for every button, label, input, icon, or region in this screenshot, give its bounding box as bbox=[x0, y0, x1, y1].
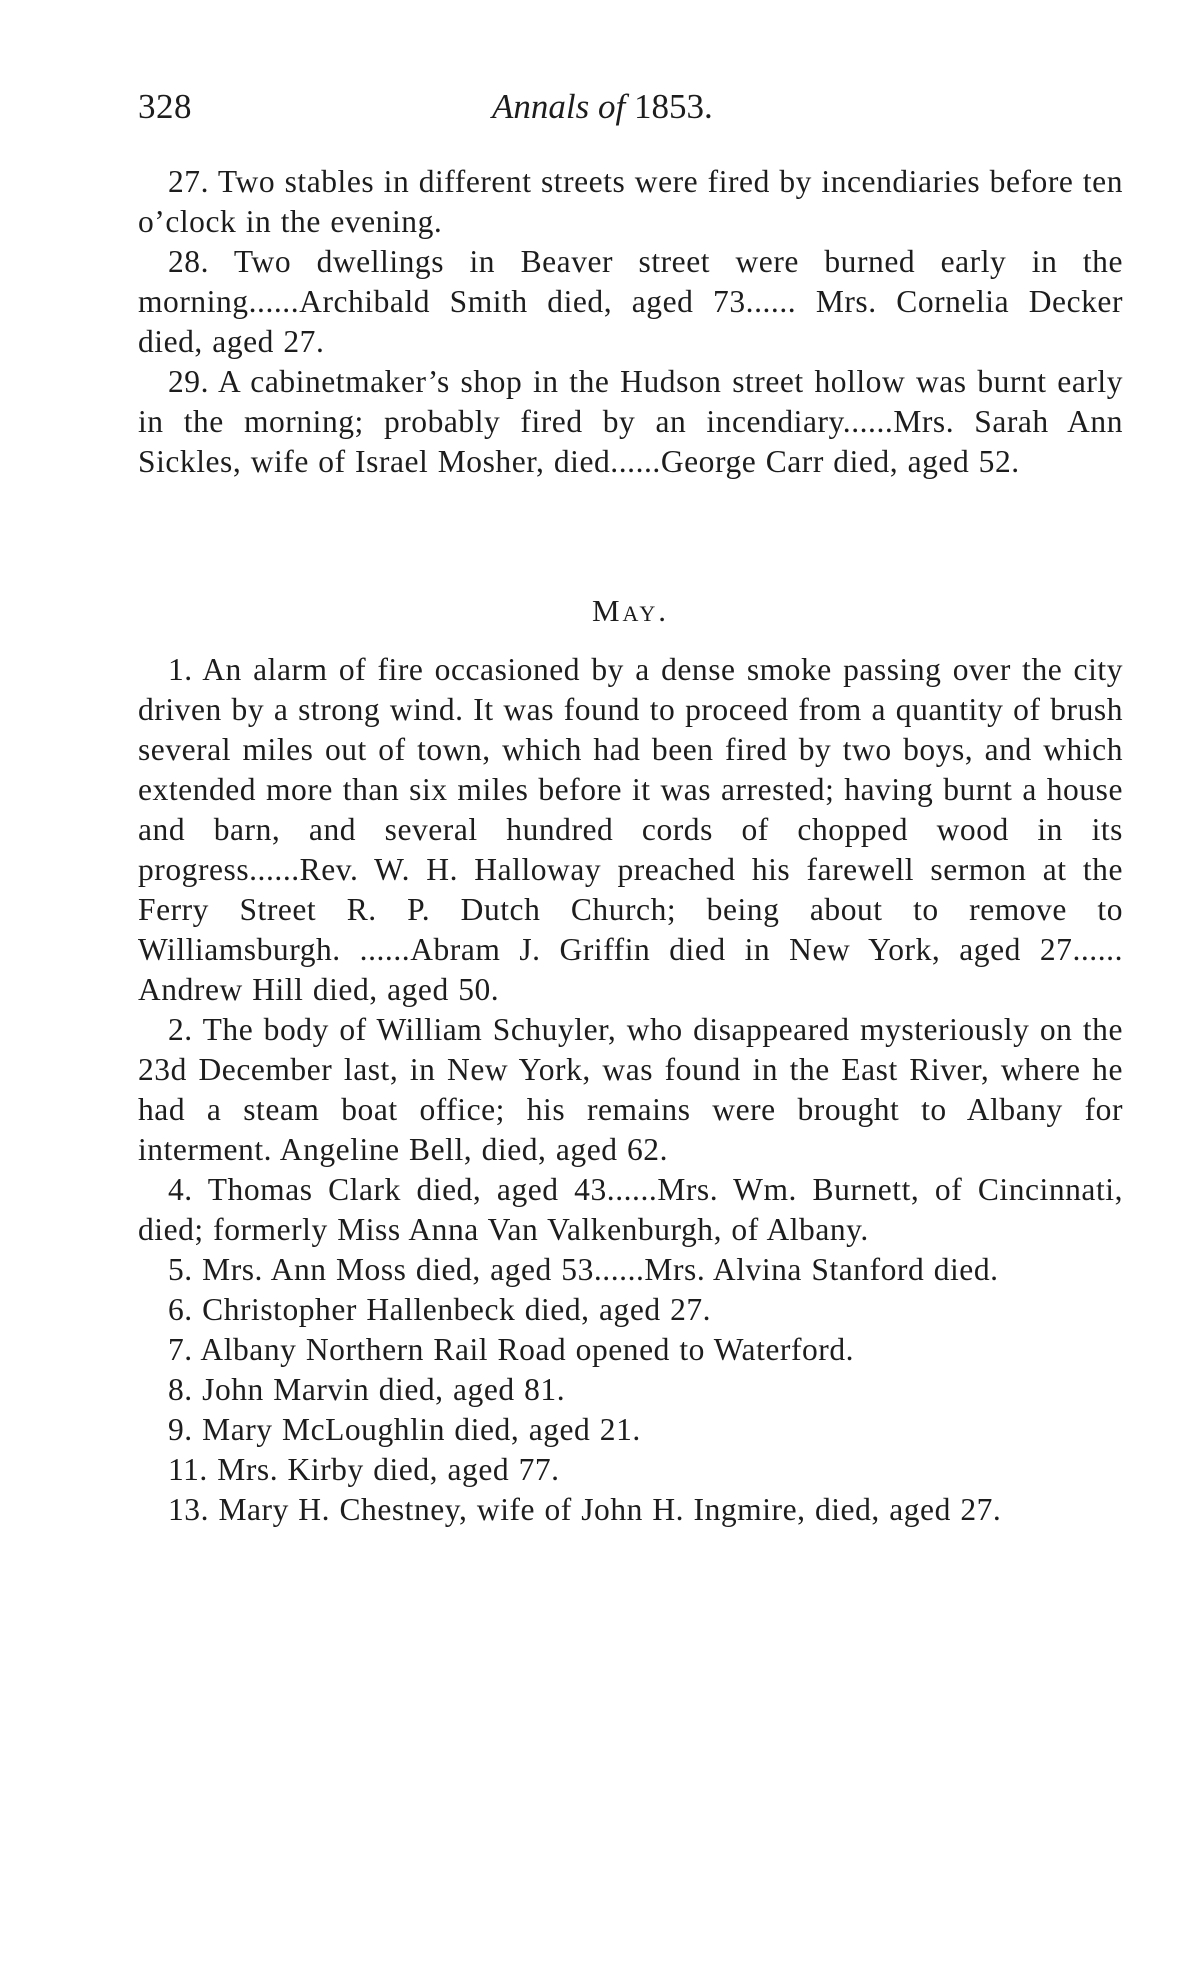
month-heading-may: May. bbox=[591, 593, 670, 628]
entry-may-11: 11. Mrs. Kirby died, aged 77. bbox=[168, 1452, 560, 1487]
entry-may-1: 1. An alarm of fire occasioned by a dense smoke passing over the city driven by a strong wind. It was found to proceed from a quantity of brush several miles out of town, which had been fired by two boys, and which extended more than six miles before it was arrested; having burnt a house and barn, and several hundred cords of chopped wood in its progress......Rev. W. H. Halloway preached his farewell sermon at the Ferry Street R. P. Dutch Church; being about to remove to Williamsburgh. ......Abram J. Griffin died in New York, aged 27...... Andrew Hill died, aged 50. bbox=[138, 652, 1123, 1007]
entry-may-5: 5. Mrs. Ann Moss died, aged 53......Mrs. Alvina Stanford died. bbox=[168, 1252, 999, 1287]
entry-may-8: 8. John Marvin died, aged 81. bbox=[168, 1372, 566, 1407]
april-entries bbox=[138, 162, 1123, 482]
may-entries bbox=[138, 650, 1123, 1530]
entry-april-27: 27. Two stables in different streets were fired by incendiaries before ten o’clock in the evening. bbox=[138, 164, 1123, 239]
entry-may-9: 9. Mary McLoughlin died, aged 21. bbox=[168, 1412, 641, 1447]
entry-may-2: 2. The body of William Schuyler, who disappeared mysteriously on the 23d December last, in New York, was found in the East River, where he had a steam boat office; his remains were brought to Albany for interment. Angeline Bell, died, aged 62. bbox=[138, 1012, 1123, 1167]
entry-april-29: 29. A cabinetmaker’s shop in the Hudson street hollow was burnt early in the morning; probably fired by an incendiary......Mrs. Sarah Ann Sickles, wife of Israel Mosher, died......George Carr died, aged 52. bbox=[138, 364, 1123, 479]
entry-may-13: 13. Mary H. Chestney, wife of John H. Ingmire, died, aged 27. bbox=[168, 1492, 1002, 1527]
page-number: 328 bbox=[138, 87, 192, 126]
running-title-italic: Annals of bbox=[492, 87, 626, 126]
entry-may-6: 6. Christopher Hallenbeck died, aged 27. bbox=[168, 1292, 712, 1327]
running-title bbox=[492, 82, 713, 132]
entry-may-7: 7. Albany Northern Rail Road opened to Waterford. bbox=[168, 1332, 855, 1367]
entry-may-4: 4. Thomas Clark died, aged 43......Mrs. Wm. Burnett, of Cincinnati, died; formerly Miss Anna Van Valkenburgh, of Albany. bbox=[138, 1172, 1123, 1247]
running-title-year: 1853. bbox=[633, 87, 713, 126]
entry-april-28: 28. Two dwellings in Beaver street were burned early in the morning......Archibald Smith died, aged 73...... Mrs. Cornelia Decker died, aged 27. bbox=[138, 244, 1123, 359]
page-header bbox=[138, 82, 1123, 132]
